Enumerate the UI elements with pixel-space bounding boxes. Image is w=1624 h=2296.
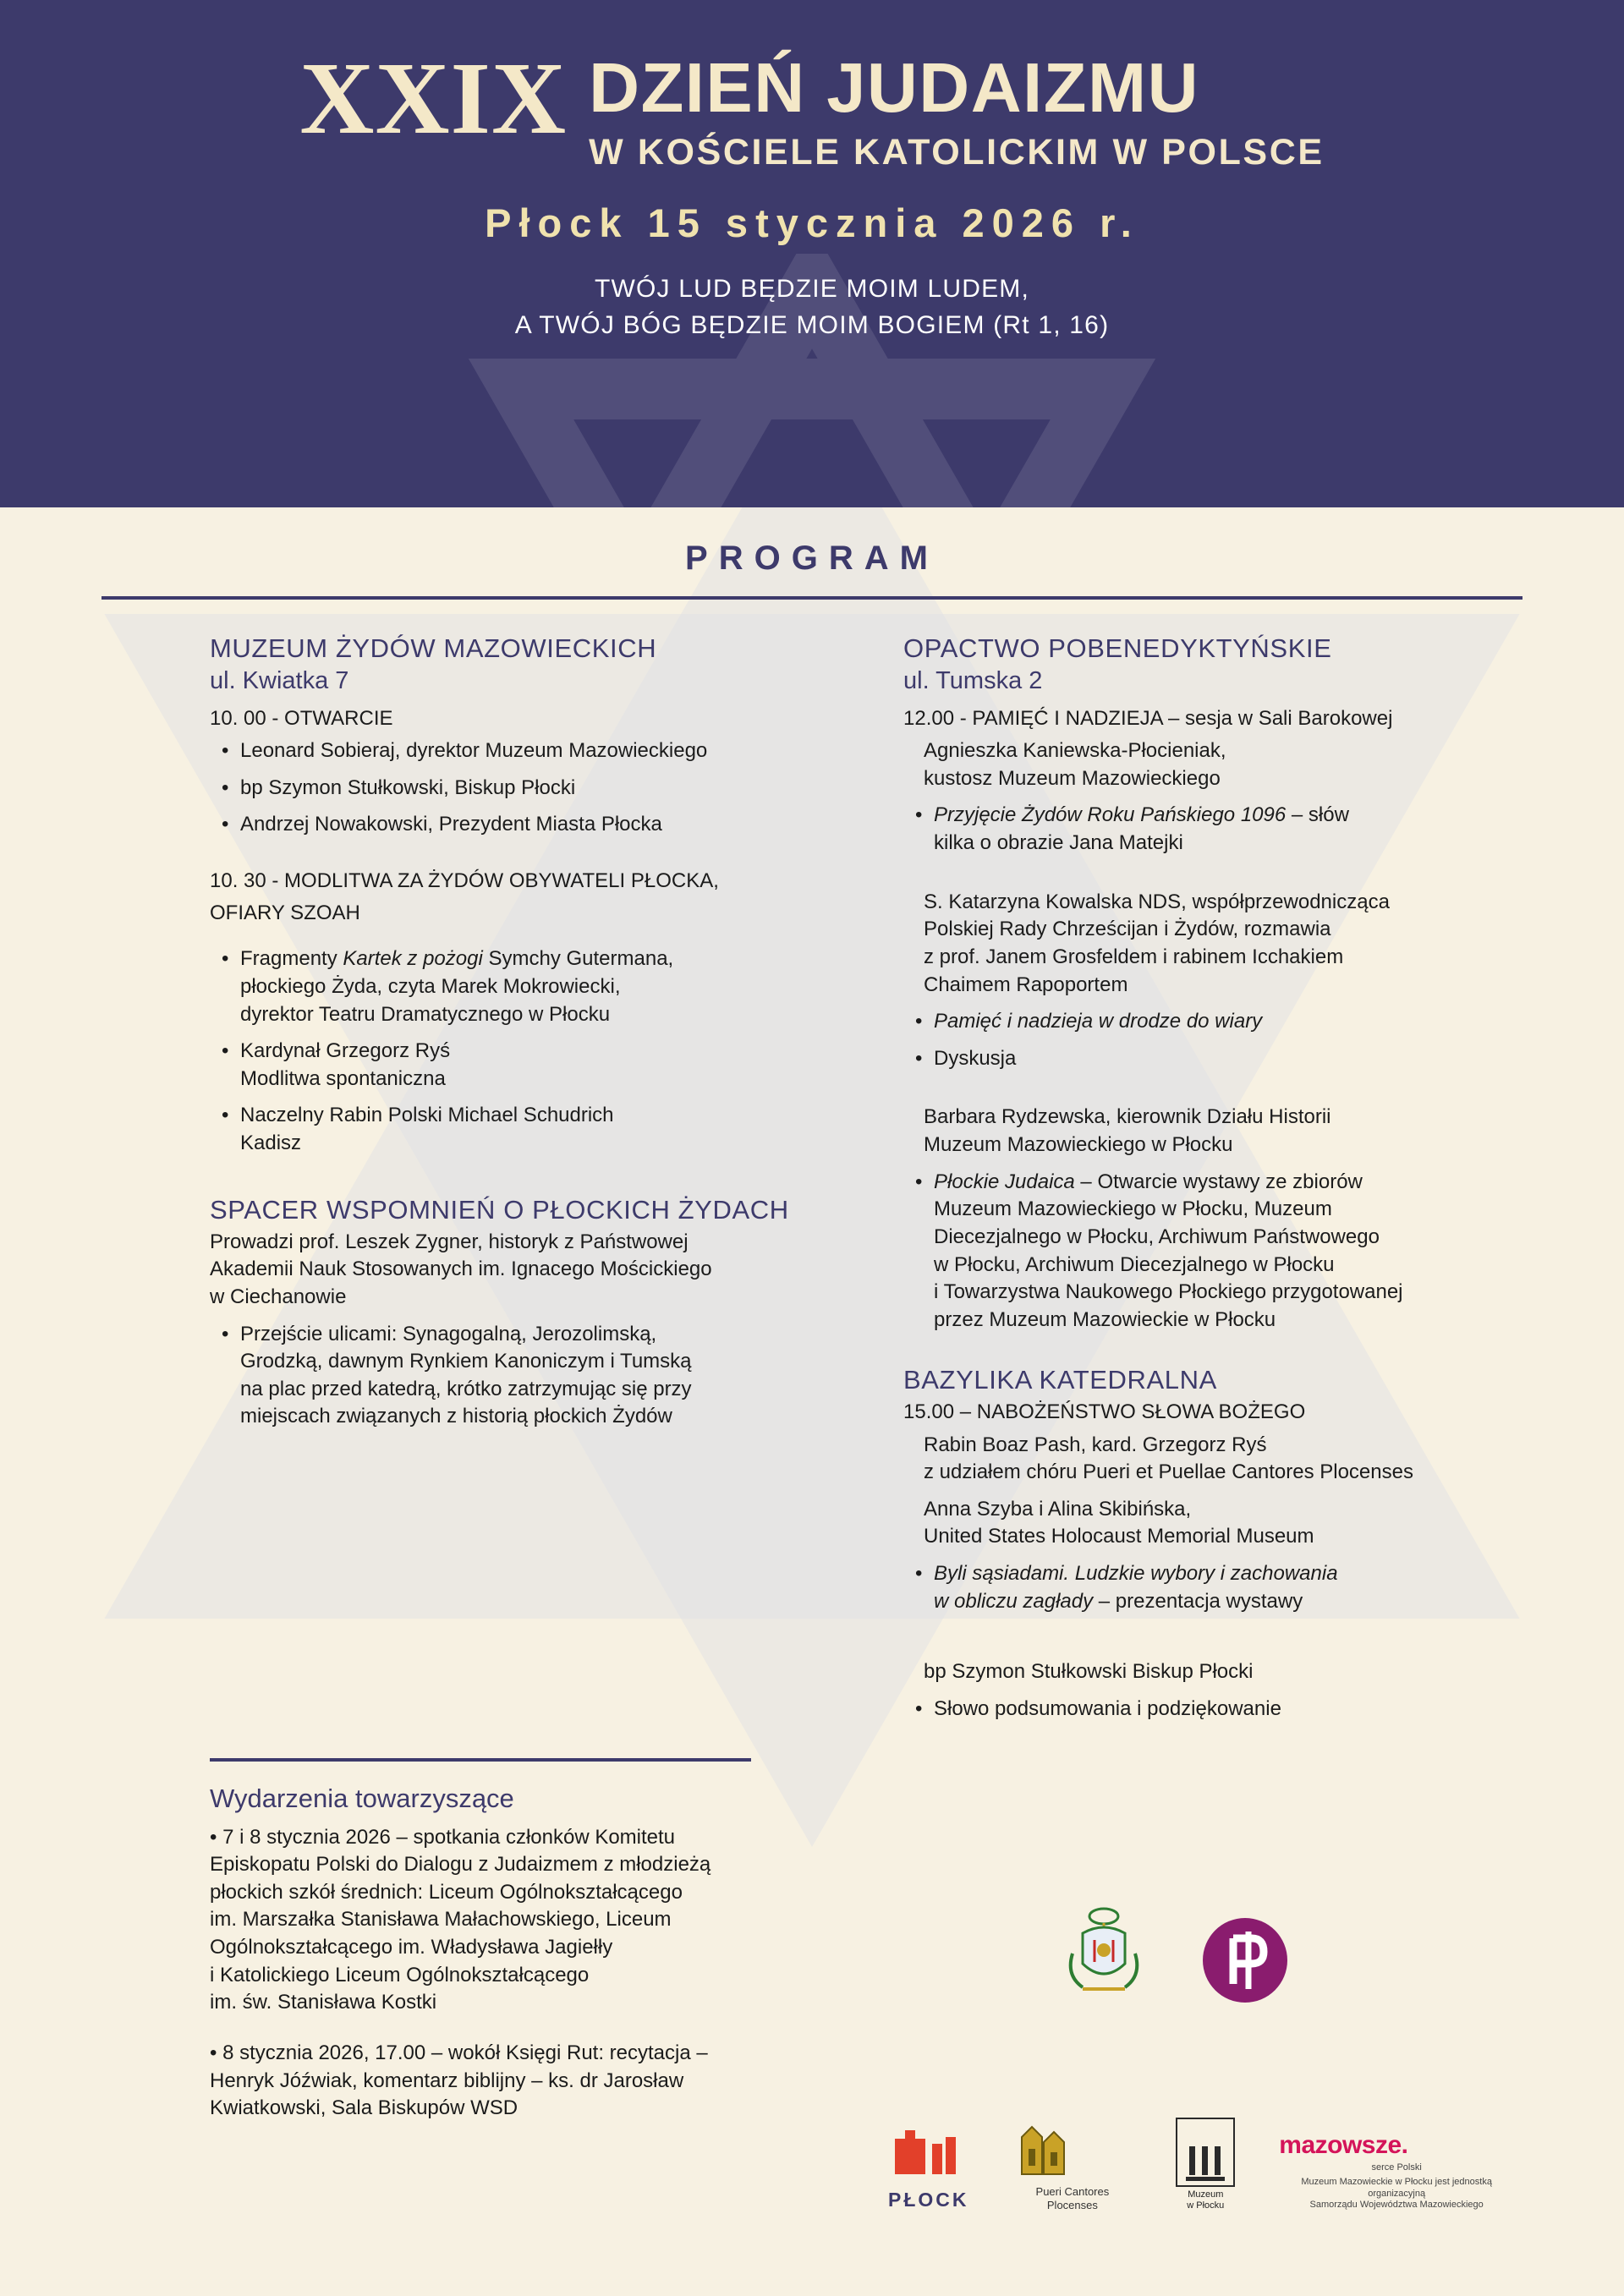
venue-abbey-title: OPACTWO POBENEDYKTYŃSKIE: [903, 633, 1332, 663]
text-line2: Akademii Nauk Stosowanych im. Ignacego Mościckiego: [210, 1258, 712, 1281]
text-a: Fragmenty: [240, 947, 343, 971]
list-item: [210, 945, 853, 1028]
text-b: Symchy Gutermana,: [482, 947, 674, 971]
city-of-plock-logo: [888, 2115, 969, 2211]
text-italic: Pamięć i nadzieja w drodze do wiary: [934, 1010, 1263, 1033]
text-line6: przez Muzeum Mazowieckie w Płocku: [934, 1307, 1276, 1331]
text-italic-line1: Byli sąsiadami. Ludzkie wybory i zachowania: [934, 1562, 1338, 1586]
slot-opening-time: 10. 00 - OTWARCIE: [210, 707, 393, 730]
text-italic-line2: w obliczu zagłady: [934, 1589, 1094, 1613]
text-italic: Kartek z pożogi: [343, 947, 483, 971]
venue-abbey-address: ul. Tumska 2: [903, 667, 1043, 694]
mazowsze-note: [1279, 2177, 1514, 2211]
text-line2: z udziałem chóru Pueri et Puellae Cantores Plocenses: [924, 1460, 1413, 1484]
text-line3: Diecezjalnego w Płocku, Archiwum Państwowego: [934, 1225, 1380, 1248]
slot-prayer: [210, 868, 853, 1158]
list-item: [903, 1169, 1495, 1334]
text-line4: w Płocku, Archiwum Diecezjalnego w Płocku: [934, 1252, 1335, 1276]
text-line1: Rabin Boaz Pash, kard. Grzegorz Ryś: [924, 1433, 1267, 1456]
left-column: [210, 633, 853, 1733]
text-line3: dyrektor Teatru Dramatycznego w Płocku: [240, 1002, 611, 1026]
text-line2: Episkopatu Polski do Dialogu z Judaizmem z młodzieżą: [210, 1853, 711, 1877]
press-office-logo: [1201, 1916, 1289, 2008]
text-line2: Henryk Jóźwiak, komentarz biblijny – ks. dr Jarosław: [210, 2069, 684, 2092]
text-line2: kustosz Muzeum Mazowieckiego: [924, 766, 1221, 790]
text-italic: Przyjęcie Żydów Roku Pańskiego 1096: [934, 803, 1287, 827]
text-line4: im. Marszałka Stanisława Małachowskiego, Liceum: [210, 1908, 672, 1932]
text-line4: miejscach związanych z historią płockich Żydów: [240, 1405, 672, 1428]
plock-castle-icon: [888, 2115, 961, 2181]
p-circle-icon: [1201, 1916, 1289, 2004]
speaker-block: bp Szymon Stułkowski Biskup Płocki: [924, 1660, 1254, 1684]
extra-divider: [210, 1758, 751, 1762]
text-line1: Barbara Rydzewska, kierownik Działu Historii: [924, 1105, 1331, 1129]
motto-line-2: A TWÓJ BÓG BĘDZIE MOIM BOGIEM (Rt 1, 16): [514, 310, 1110, 339]
poster-header: [0, 0, 1624, 507]
text-line5: Ogólnokształcącego im. Władysława Jagiełły: [210, 1936, 613, 1959]
text-line4: Chaimem Rapoportem: [924, 973, 1128, 996]
mazowsze-note-line1: Muzeum Mazowieckie w Płocku jest jednostką organizacyjną: [1301, 2176, 1492, 2199]
list-item: • Słowo podsumowania i podziękowanie: [903, 1696, 1495, 1723]
pueri-cantores-logo: [1013, 2108, 1133, 2211]
text-line2: Muzeum Mazowieckiego w Płocku, Muzeum: [934, 1197, 1332, 1221]
list-item: [210, 1824, 853, 2017]
text-line3: w Ciechanowie: [210, 1285, 347, 1308]
speaker-block: [903, 1104, 1495, 1159]
motto-line-1: TWÓJ LUD BĘDZIE MOIM LUDEM,: [594, 274, 1030, 303]
text-line3: z prof. Janem Grosfeldem i rabinem Icchakiem: [924, 945, 1344, 968]
text-line1: Kardynał Grzegorz Ryś: [240, 1039, 451, 1063]
cathedral-icon: [1013, 2108, 1073, 2178]
mazowsze-label: mazowsze.: [1279, 2131, 1408, 2160]
list-item: • Dyskusja: [903, 1045, 1495, 1073]
text-line2: kilka o obrazie Jana Matejki: [934, 831, 1183, 855]
list-item: • Leonard Sobieraj, dyrektor Muzeum Mazowieckiego: [210, 737, 853, 765]
slot-prayer-time: 10. 30 - MODLITWA ZA ŻYDÓW OBYWATELI PŁOCKA,: [210, 869, 719, 893]
text-line1: • 8 stycznia 2026, 17.00 – wokół Księgi Rut: recytacja –: [210, 2041, 708, 2064]
text-italic: Płockie Judaica: [934, 1170, 1075, 1193]
text-line1: Naczelny Rabin Polski Michael Schudrich: [240, 1104, 614, 1127]
place-and-date: Płock 15 stycznia 2026 r.: [485, 200, 1139, 245]
museum-caption-line2: w Płocku: [1187, 2200, 1225, 2211]
coat-of-arms-icon: [1057, 1903, 1150, 2004]
text-line5: i Towarzystwa Naukowego Płockiego przygotowanej: [934, 1280, 1403, 1304]
list-item: • bp Szymon Stułkowski, Biskup Płocki: [210, 775, 853, 803]
slot-session-time: 12.00 - PAMIĘĆ I NADZIEJA – sesja w Sali Barokowej: [903, 707, 1393, 730]
text-line6: i Katolickiego Liceum Ogólnokształcącego: [210, 1963, 590, 1986]
list-item: [210, 1321, 853, 1432]
venue-museum-title: MUZEUM ŻYDÓW MAZOWIECKICH: [210, 633, 657, 663]
museum-columns-icon: [1184, 2138, 1226, 2185]
mazowsze-logo: [1279, 2131, 1514, 2211]
text-line2: Polskiej Rady Chrześcijan i Żydów, rozmawia: [924, 918, 1331, 941]
list-item: [903, 1008, 1495, 1036]
venue-museum-address: ul. Kwiatka 7: [210, 667, 349, 694]
extra-events-block: [210, 1824, 853, 2123]
venue-cathedral-title: BAZYLIKA KATEDRALNA: [903, 1365, 1217, 1395]
poster-title: [0, 41, 1624, 173]
venue-walk-title: SPACER WSPOMNIEŃ O PŁOCKICH ŻYDACH: [210, 1194, 789, 1225]
speaker-block: [903, 1432, 1495, 1487]
text-line2: United States Holocaust Memorial Museum: [924, 1525, 1314, 1548]
text-rest: – słów: [1286, 803, 1349, 827]
text-line2: Modlitwa spontaniczna: [240, 1066, 446, 1090]
plock-label: PŁOCK: [888, 2189, 969, 2211]
muzeum-mazowieckie-logo: [1176, 2118, 1235, 2211]
speaker-block: [903, 889, 1495, 1000]
text-rest: – Otwarcie wystawy ze zbiorów: [1074, 1170, 1363, 1193]
program-heading: PROGRAM: [685, 540, 939, 577]
text-line2: Kadisz: [240, 1132, 302, 1155]
text-line1: Agnieszka Kaniewska-Płocieniak,: [924, 739, 1226, 763]
museum-caption-line1: Muzeum: [1188, 2189, 1224, 2200]
walk-intro: [210, 1229, 853, 1312]
list-item: [210, 2040, 853, 2123]
text-rest: – prezentacja wystawy: [1093, 1589, 1303, 1613]
mazowsze-tagline: serce Polski: [1371, 2162, 1422, 2173]
text-line2: płockiego Żyda, czyta Marek Mokrowiecki,: [240, 974, 621, 998]
text-line2: Grodzką, dawnym Rynkiem Kanoniczym i Tumską: [240, 1350, 692, 1373]
list-item: • Andrzej Nowakowski, Prezydent Miasta Płocka: [210, 811, 853, 839]
museum-mark-icon: [1176, 2118, 1235, 2187]
edition-number: XXIX: [299, 41, 568, 156]
text-line3: na plac przed katedrą, krótko zatrzymując się przy: [240, 1377, 692, 1400]
slot-service-time: 15.00 – NABOŻEŃSTWO SŁOWA BOŻEGO: [903, 1400, 1306, 1424]
list-item: [210, 1038, 853, 1093]
extra-events-title: Wydarzenia towarzyszące: [210, 1783, 514, 1813]
text-line7: im. św. Stanisława Kostki: [210, 1991, 437, 2014]
text-line3: Kwiatkowski, Sala Biskupów WSD: [210, 2096, 518, 2120]
list-item: [210, 1102, 853, 1157]
museum-caption: [1176, 2189, 1235, 2211]
title-subtitle: W KOŚCIELE KATOLICKIM W POLSCE: [589, 131, 1325, 173]
text-line1: S. Katarzyna Kowalska NDS, współprzewodnicząca: [924, 890, 1390, 913]
text-line1: Anna Szyba i Alina Skibińska,: [924, 1497, 1192, 1521]
diocese-coat-of-arms: [1057, 1903, 1150, 2008]
mazowsze-note-line2: Samorządu Województwa Mazowieckiego: [1309, 2200, 1484, 2211]
text-line2: Muzeum Mazowieckiego w Płocku: [924, 1133, 1233, 1157]
text-line1: Prowadzi prof. Leszek Zygner, historyk z Państwowej: [210, 1230, 689, 1253]
speaker-block: [903, 737, 1495, 792]
text-line1: • 7 i 8 stycznia 2026 – spotkania członków Komitetu: [210, 1825, 676, 1849]
list-item: [903, 1560, 1495, 1615]
logo-strip: [871, 1903, 1514, 2211]
slot-opening: [210, 705, 853, 839]
speaker-block: [903, 1496, 1495, 1551]
motto: [0, 271, 1624, 343]
title-main: DZIEŃ JUDAIZMU: [589, 48, 1200, 127]
text-line1: Przejście ulicami: Synagogalną, Jerozolimską,: [240, 1322, 657, 1345]
pueri-cantores-caption: Pueri Cantores Plocenses: [1035, 2185, 1110, 2211]
right-column: [903, 633, 1495, 1733]
poster-body: [0, 507, 1624, 2296]
text-line3: płockich szkół średnich: Liceum Ogólnokształcącego: [210, 1880, 683, 1904]
slot-prayer-subtitle: OFIARY SZOAH: [210, 901, 360, 925]
list-item: [903, 802, 1495, 857]
